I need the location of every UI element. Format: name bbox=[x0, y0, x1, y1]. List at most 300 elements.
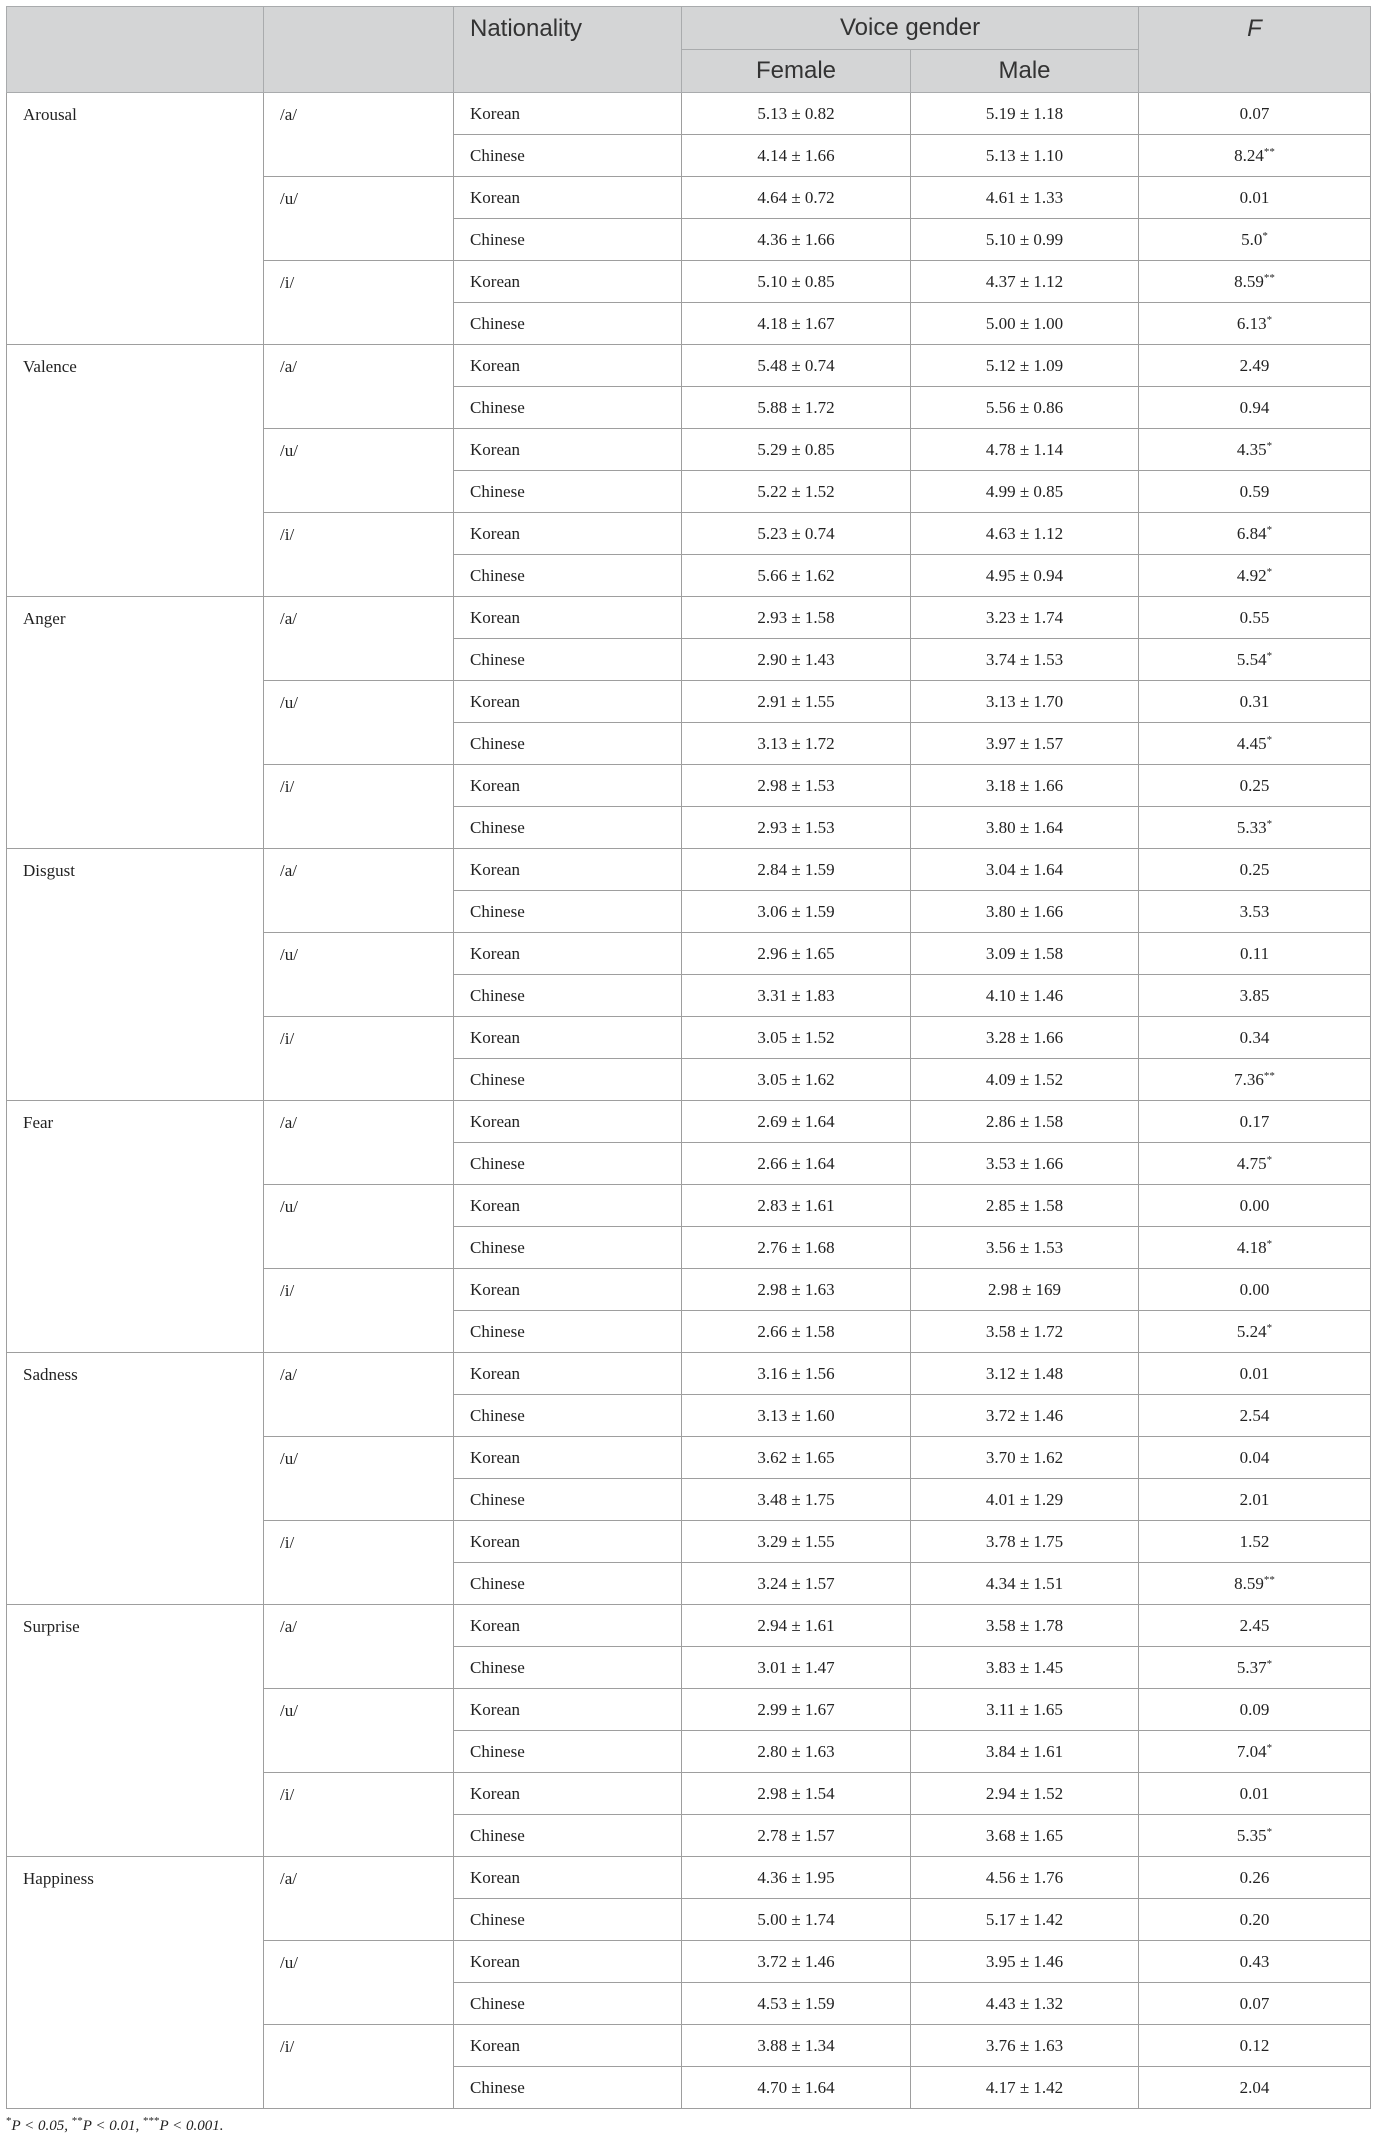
significance-mark: * bbox=[1266, 1741, 1273, 1754]
f-cell bbox=[1139, 597, 1371, 639]
f-cell bbox=[1139, 429, 1371, 471]
f-cell bbox=[1139, 1647, 1371, 1689]
significance-mark: * bbox=[1266, 1321, 1273, 1334]
nationality-cell: Korean bbox=[454, 933, 682, 975]
vowel-cell: /a/ bbox=[264, 93, 454, 177]
f-value: 0.94 bbox=[1239, 397, 1270, 417]
female-cell: 2.91 ± 1.55 bbox=[682, 681, 911, 723]
male-cell: 3.53 ± 1.66 bbox=[911, 1143, 1139, 1185]
table-row bbox=[7, 1605, 1371, 1647]
nationality-cell: Chinese bbox=[454, 1815, 682, 1857]
significance-mark: * bbox=[1262, 229, 1268, 242]
nationality-cell: Chinese bbox=[454, 1311, 682, 1353]
f-cell bbox=[1139, 891, 1371, 933]
nationality-cell: Korean bbox=[454, 1605, 682, 1647]
f-value: 0.20 bbox=[1239, 1909, 1270, 1929]
f-cell bbox=[1139, 681, 1371, 723]
male-cell: 3.13 ± 1.70 bbox=[911, 681, 1139, 723]
vowel-cell: /i/ bbox=[264, 2025, 454, 2109]
f-cell bbox=[1139, 387, 1371, 429]
f-cell bbox=[1139, 135, 1371, 177]
nationality-cell: Korean bbox=[454, 1353, 682, 1395]
significance-mark: * bbox=[1266, 439, 1273, 452]
significance-mark: ** bbox=[1263, 1573, 1275, 1586]
f-cell bbox=[1139, 639, 1371, 681]
f-value: 0.01 bbox=[1239, 1363, 1270, 1383]
header-male: Male bbox=[911, 50, 1139, 93]
emotion-cell: Arousal bbox=[7, 93, 264, 345]
f-cell bbox=[1139, 849, 1371, 891]
significance-mark: * bbox=[1266, 817, 1273, 830]
female-cell: 3.31 ± 1.83 bbox=[682, 975, 911, 1017]
female-cell: 4.36 ± 1.95 bbox=[682, 1857, 911, 1899]
table-row bbox=[7, 1101, 1371, 1143]
f-value: 0.55 bbox=[1239, 607, 1270, 627]
f-value: 5.35 bbox=[1236, 1825, 1267, 1845]
f-cell bbox=[1139, 1395, 1371, 1437]
male-cell: 4.63 ± 1.12 bbox=[911, 513, 1139, 555]
female-cell: 4.53 ± 1.59 bbox=[682, 1983, 911, 2025]
vowel-cell: /a/ bbox=[264, 849, 454, 933]
f-value: 4.18 bbox=[1236, 1237, 1267, 1257]
female-cell: 3.48 ± 1.75 bbox=[682, 1479, 911, 1521]
f-cell bbox=[1139, 1563, 1371, 1605]
f-cell bbox=[1139, 1269, 1371, 1311]
male-cell: 5.00 ± 1.00 bbox=[911, 303, 1139, 345]
results-table bbox=[6, 6, 1371, 2109]
female-cell: 2.66 ± 1.64 bbox=[682, 1143, 911, 1185]
male-cell: 3.74 ± 1.53 bbox=[911, 639, 1139, 681]
f-value: 0.17 bbox=[1239, 1111, 1270, 1131]
nationality-cell: Chinese bbox=[454, 1479, 682, 1521]
male-cell: 3.80 ± 1.66 bbox=[911, 891, 1139, 933]
f-value: 3.85 bbox=[1239, 985, 1270, 1005]
nationality-cell: Korean bbox=[454, 1017, 682, 1059]
male-cell: 3.97 ± 1.57 bbox=[911, 723, 1139, 765]
female-cell: 2.78 ± 1.57 bbox=[682, 1815, 911, 1857]
vowel-cell: /a/ bbox=[264, 1101, 454, 1185]
f-cell bbox=[1139, 765, 1371, 807]
f-value: 0.59 bbox=[1239, 481, 1270, 501]
f-value: 1.52 bbox=[1239, 1531, 1270, 1551]
f-value: 8.59 bbox=[1234, 271, 1264, 291]
vowel-cell: /u/ bbox=[264, 429, 454, 513]
vowel-cell: /a/ bbox=[264, 597, 454, 681]
emotion-cell: Happiness bbox=[7, 1857, 264, 2109]
female-cell: 4.64 ± 0.72 bbox=[682, 177, 911, 219]
male-cell: 4.95 ± 0.94 bbox=[911, 555, 1139, 597]
f-cell bbox=[1139, 1773, 1371, 1815]
vowel-cell: /a/ bbox=[264, 1605, 454, 1689]
female-cell: 3.05 ± 1.52 bbox=[682, 1017, 911, 1059]
male-cell: 5.17 ± 1.42 bbox=[911, 1899, 1139, 1941]
male-cell: 5.12 ± 1.09 bbox=[911, 345, 1139, 387]
significance-mark: * bbox=[1266, 1153, 1273, 1166]
female-cell: 2.99 ± 1.67 bbox=[682, 1689, 911, 1731]
f-cell bbox=[1139, 1101, 1371, 1143]
f-cell bbox=[1139, 1353, 1371, 1395]
male-cell: 3.83 ± 1.45 bbox=[911, 1647, 1139, 1689]
f-cell bbox=[1139, 1437, 1371, 1479]
f-value: 0.34 bbox=[1239, 1027, 1270, 1047]
female-cell: 5.00 ± 1.74 bbox=[682, 1899, 911, 1941]
female-cell: 2.84 ± 1.59 bbox=[682, 849, 911, 891]
female-cell: 5.48 ± 0.74 bbox=[682, 345, 911, 387]
header-voice-gender: Voice gender bbox=[682, 7, 1139, 50]
male-cell: 4.56 ± 1.76 bbox=[911, 1857, 1139, 1899]
nationality-cell: Korean bbox=[454, 1185, 682, 1227]
f-value: 5.33 bbox=[1236, 817, 1267, 837]
male-cell: 3.76 ± 1.63 bbox=[911, 2025, 1139, 2067]
female-cell: 2.94 ± 1.61 bbox=[682, 1605, 911, 1647]
f-cell bbox=[1139, 303, 1371, 345]
female-cell: 3.16 ± 1.56 bbox=[682, 1353, 911, 1395]
emotion-cell: Valence bbox=[7, 345, 264, 597]
nationality-cell: Chinese bbox=[454, 975, 682, 1017]
male-cell: 3.72 ± 1.46 bbox=[911, 1395, 1139, 1437]
header-f: F bbox=[1139, 7, 1371, 93]
f-cell bbox=[1139, 1815, 1371, 1857]
female-cell: 2.83 ± 1.61 bbox=[682, 1185, 911, 1227]
header-empty-2 bbox=[264, 7, 454, 93]
f-value: 0.01 bbox=[1239, 1783, 1270, 1803]
f-cell bbox=[1139, 471, 1371, 513]
female-cell: 5.10 ± 0.85 bbox=[682, 261, 911, 303]
female-cell: 4.14 ± 1.66 bbox=[682, 135, 911, 177]
male-cell: 4.78 ± 1.14 bbox=[911, 429, 1139, 471]
female-cell: 5.29 ± 0.85 bbox=[682, 429, 911, 471]
vowel-cell: /i/ bbox=[264, 1269, 454, 1353]
vowel-cell: /u/ bbox=[264, 1185, 454, 1269]
f-value: 4.75 bbox=[1236, 1153, 1267, 1173]
female-cell: 2.98 ± 1.54 bbox=[682, 1773, 911, 1815]
f-value: 0.01 bbox=[1239, 187, 1270, 207]
female-cell: 3.13 ± 1.72 bbox=[682, 723, 911, 765]
f-cell bbox=[1139, 513, 1371, 555]
female-cell: 2.66 ± 1.58 bbox=[682, 1311, 911, 1353]
vowel-cell: /u/ bbox=[264, 1437, 454, 1521]
f-value: 4.92 bbox=[1236, 565, 1267, 585]
significance-mark: * bbox=[1266, 649, 1273, 662]
female-cell: 2.98 ± 1.53 bbox=[682, 765, 911, 807]
vowel-cell: /i/ bbox=[264, 1521, 454, 1605]
header-female: Female bbox=[682, 50, 911, 93]
male-cell: 2.98 ± 169 bbox=[911, 1269, 1139, 1311]
f-value: 4.45 bbox=[1236, 733, 1267, 753]
f-value: 2.54 bbox=[1239, 1405, 1270, 1425]
f-value: 8.24 bbox=[1234, 145, 1264, 165]
f-value: 0.25 bbox=[1239, 775, 1270, 795]
male-cell: 5.19 ± 1.18 bbox=[911, 93, 1139, 135]
f-cell bbox=[1139, 261, 1371, 303]
nationality-cell: Chinese bbox=[454, 1059, 682, 1101]
male-cell: 3.56 ± 1.53 bbox=[911, 1227, 1139, 1269]
f-value: 6.13 bbox=[1236, 313, 1267, 333]
vowel-cell: /i/ bbox=[264, 513, 454, 597]
f-cell bbox=[1139, 1605, 1371, 1647]
nationality-cell: Korean bbox=[454, 681, 682, 723]
f-value: 0.43 bbox=[1239, 1951, 1270, 1971]
header-empty-1 bbox=[7, 7, 264, 93]
male-cell: 5.13 ± 1.10 bbox=[911, 135, 1139, 177]
f-value: 2.45 bbox=[1239, 1615, 1270, 1635]
male-cell: 3.04 ± 1.64 bbox=[911, 849, 1139, 891]
f-value: 5.24 bbox=[1236, 1321, 1267, 1341]
male-cell: 4.43 ± 1.32 bbox=[911, 1983, 1139, 2025]
f-cell bbox=[1139, 2067, 1371, 2109]
female-cell: 2.96 ± 1.65 bbox=[682, 933, 911, 975]
f-cell bbox=[1139, 1941, 1371, 1983]
vowel-cell: /u/ bbox=[264, 177, 454, 261]
f-value: 8.59 bbox=[1234, 1573, 1264, 1593]
emotion-cell: Fear bbox=[7, 1101, 264, 1353]
f-value: 0.09 bbox=[1239, 1699, 1270, 1719]
male-cell: 4.99 ± 0.85 bbox=[911, 471, 1139, 513]
nationality-cell: Chinese bbox=[454, 1983, 682, 2025]
f-value: 4.35 bbox=[1236, 439, 1267, 459]
male-cell: 2.94 ± 1.52 bbox=[911, 1773, 1139, 1815]
f-cell bbox=[1139, 807, 1371, 849]
significance-mark: * bbox=[1266, 733, 1273, 746]
f-value: 5.54 bbox=[1236, 649, 1267, 669]
table-row bbox=[7, 849, 1371, 891]
female-cell: 5.23 ± 0.74 bbox=[682, 513, 911, 555]
vowel-cell: /i/ bbox=[264, 1773, 454, 1857]
nationality-cell: Chinese bbox=[454, 1227, 682, 1269]
female-cell: 3.13 ± 1.60 bbox=[682, 1395, 911, 1437]
nationality-cell: Korean bbox=[454, 1437, 682, 1479]
significance-mark: ** bbox=[1263, 1069, 1275, 1082]
footnote: *P < 0.05, **P < 0.01, ***P < 0.001. bbox=[6, 2115, 224, 2134]
male-cell: 4.61 ± 1.33 bbox=[911, 177, 1139, 219]
table-row bbox=[7, 597, 1371, 639]
f-value: 2.49 bbox=[1239, 355, 1270, 375]
header-nationality: Nationality bbox=[454, 7, 682, 93]
emotion-cell: Sadness bbox=[7, 1353, 264, 1605]
f-cell bbox=[1139, 1521, 1371, 1563]
nationality-cell: Chinese bbox=[454, 555, 682, 597]
male-cell: 3.28 ± 1.66 bbox=[911, 1017, 1139, 1059]
table-row bbox=[7, 1857, 1371, 1899]
emotion-cell: Disgust bbox=[7, 849, 264, 1101]
nationality-cell: Chinese bbox=[454, 2067, 682, 2109]
female-cell: 3.01 ± 1.47 bbox=[682, 1647, 911, 1689]
f-cell bbox=[1139, 2025, 1371, 2067]
male-cell: 3.95 ± 1.46 bbox=[911, 1941, 1139, 1983]
male-cell: 4.37 ± 1.12 bbox=[911, 261, 1139, 303]
female-cell: 3.88 ± 1.34 bbox=[682, 2025, 911, 2067]
f-value: 7.04 bbox=[1236, 1741, 1267, 1761]
female-cell: 2.76 ± 1.68 bbox=[682, 1227, 911, 1269]
nationality-cell: Chinese bbox=[454, 891, 682, 933]
female-cell: 3.24 ± 1.57 bbox=[682, 1563, 911, 1605]
nationality-cell: Korean bbox=[454, 93, 682, 135]
nationality-cell: Chinese bbox=[454, 1899, 682, 1941]
nationality-cell: Korean bbox=[454, 513, 682, 555]
significance-mark: * bbox=[1266, 1657, 1273, 1670]
female-cell: 5.22 ± 1.52 bbox=[682, 471, 911, 513]
f-cell bbox=[1139, 1017, 1371, 1059]
f-value: 7.36 bbox=[1234, 1069, 1264, 1089]
nationality-cell: Korean bbox=[454, 597, 682, 639]
vowel-cell: /u/ bbox=[264, 933, 454, 1017]
nationality-cell: Chinese bbox=[454, 1395, 682, 1437]
f-cell bbox=[1139, 975, 1371, 1017]
f-cell bbox=[1139, 1689, 1371, 1731]
nationality-cell: Chinese bbox=[454, 135, 682, 177]
vowel-cell: /i/ bbox=[264, 765, 454, 849]
vowel-cell: /i/ bbox=[264, 261, 454, 345]
female-cell: 2.80 ± 1.63 bbox=[682, 1731, 911, 1773]
nationality-cell: Chinese bbox=[454, 1143, 682, 1185]
significance-mark: * bbox=[1266, 565, 1273, 578]
f-value: 0.25 bbox=[1239, 859, 1270, 879]
nationality-cell: Korean bbox=[454, 1521, 682, 1563]
f-value: 0.31 bbox=[1239, 691, 1270, 711]
f-cell bbox=[1139, 93, 1371, 135]
female-cell: 3.05 ± 1.62 bbox=[682, 1059, 911, 1101]
f-value: 2.01 bbox=[1239, 1489, 1270, 1509]
emotion-cell: Anger bbox=[7, 597, 264, 849]
male-cell: 3.70 ± 1.62 bbox=[911, 1437, 1139, 1479]
female-cell: 3.29 ± 1.55 bbox=[682, 1521, 911, 1563]
f-value: 0.04 bbox=[1239, 1447, 1270, 1467]
nationality-cell: Korean bbox=[454, 1269, 682, 1311]
f-cell bbox=[1139, 1059, 1371, 1101]
female-cell: 2.93 ± 1.58 bbox=[682, 597, 911, 639]
nationality-cell: Chinese bbox=[454, 1647, 682, 1689]
nationality-cell: Korean bbox=[454, 261, 682, 303]
f-cell bbox=[1139, 345, 1371, 387]
male-cell: 3.09 ± 1.58 bbox=[911, 933, 1139, 975]
male-cell: 4.17 ± 1.42 bbox=[911, 2067, 1139, 2109]
f-value: 0.07 bbox=[1239, 103, 1270, 123]
vowel-cell: /a/ bbox=[264, 1353, 454, 1437]
nationality-cell: Korean bbox=[454, 1773, 682, 1815]
table-header bbox=[7, 7, 1371, 93]
male-cell: 3.11 ± 1.65 bbox=[911, 1689, 1139, 1731]
female-cell: 2.98 ± 1.63 bbox=[682, 1269, 911, 1311]
nationality-cell: Chinese bbox=[454, 639, 682, 681]
f-cell bbox=[1139, 1857, 1371, 1899]
female-cell: 5.13 ± 0.82 bbox=[682, 93, 911, 135]
female-cell: 4.36 ± 1.66 bbox=[682, 219, 911, 261]
female-cell: 5.88 ± 1.72 bbox=[682, 387, 911, 429]
female-cell: 4.18 ± 1.67 bbox=[682, 303, 911, 345]
f-cell bbox=[1139, 555, 1371, 597]
table-row bbox=[7, 1353, 1371, 1395]
male-cell: 3.68 ± 1.65 bbox=[911, 1815, 1139, 1857]
nationality-cell: Korean bbox=[454, 1941, 682, 1983]
nationality-cell: Korean bbox=[454, 2025, 682, 2067]
f-value: 0.12 bbox=[1239, 2035, 1270, 2055]
nationality-cell: Korean bbox=[454, 429, 682, 471]
f-cell bbox=[1139, 1479, 1371, 1521]
f-value: 0.07 bbox=[1239, 1993, 1270, 2013]
vowel-cell: /a/ bbox=[264, 345, 454, 429]
significance-mark: ** bbox=[1263, 271, 1275, 284]
female-cell: 2.69 ± 1.64 bbox=[682, 1101, 911, 1143]
vowel-cell: /u/ bbox=[264, 1689, 454, 1773]
significance-mark: ** bbox=[1263, 145, 1275, 158]
female-cell: 3.72 ± 1.46 bbox=[682, 1941, 911, 1983]
male-cell: 5.56 ± 0.86 bbox=[911, 387, 1139, 429]
female-cell: 5.66 ± 1.62 bbox=[682, 555, 911, 597]
f-value: 0.26 bbox=[1239, 1867, 1270, 1887]
male-cell: 3.78 ± 1.75 bbox=[911, 1521, 1139, 1563]
nationality-cell: Korean bbox=[454, 849, 682, 891]
female-cell: 4.70 ± 1.64 bbox=[682, 2067, 911, 2109]
significance-mark: * bbox=[1266, 1825, 1273, 1838]
table-row bbox=[7, 345, 1371, 387]
f-value: 6.84 bbox=[1236, 523, 1267, 543]
male-cell: 4.09 ± 1.52 bbox=[911, 1059, 1139, 1101]
f-value: 5.0 bbox=[1241, 229, 1263, 249]
nationality-cell: Korean bbox=[454, 1857, 682, 1899]
f-cell bbox=[1139, 723, 1371, 765]
male-cell: 4.10 ± 1.46 bbox=[911, 975, 1139, 1017]
f-cell bbox=[1139, 1899, 1371, 1941]
f-cell bbox=[1139, 1983, 1371, 2025]
emotion-cell: Surprise bbox=[7, 1605, 264, 1857]
significance-mark: * bbox=[1266, 523, 1273, 536]
nationality-cell: Korean bbox=[454, 1689, 682, 1731]
nationality-cell: Chinese bbox=[454, 303, 682, 345]
table-body bbox=[7, 93, 1371, 2109]
nationality-cell: Chinese bbox=[454, 471, 682, 513]
nationality-cell: Chinese bbox=[454, 723, 682, 765]
male-cell: 3.18 ± 1.66 bbox=[911, 765, 1139, 807]
significance-mark: * bbox=[1266, 1237, 1273, 1250]
nationality-cell: Chinese bbox=[454, 1563, 682, 1605]
male-cell: 4.01 ± 1.29 bbox=[911, 1479, 1139, 1521]
f-value: 5.37 bbox=[1236, 1657, 1267, 1677]
f-cell bbox=[1139, 1227, 1371, 1269]
f-value: 0.00 bbox=[1239, 1195, 1270, 1215]
female-cell: 2.90 ± 1.43 bbox=[682, 639, 911, 681]
vowel-cell: /a/ bbox=[264, 1857, 454, 1941]
vowel-cell: /u/ bbox=[264, 1941, 454, 2025]
f-cell bbox=[1139, 1731, 1371, 1773]
f-value: 3.53 bbox=[1239, 901, 1270, 921]
nationality-cell: Korean bbox=[454, 765, 682, 807]
table-row bbox=[7, 93, 1371, 135]
nationality-cell: Korean bbox=[454, 1101, 682, 1143]
f-cell bbox=[1139, 177, 1371, 219]
female-cell: 3.06 ± 1.59 bbox=[682, 891, 911, 933]
f-cell bbox=[1139, 1311, 1371, 1353]
nationality-cell: Chinese bbox=[454, 807, 682, 849]
vowel-cell: /u/ bbox=[264, 681, 454, 765]
f-cell bbox=[1139, 1185, 1371, 1227]
f-cell bbox=[1139, 933, 1371, 975]
male-cell: 3.80 ± 1.64 bbox=[911, 807, 1139, 849]
male-cell: 2.85 ± 1.58 bbox=[911, 1185, 1139, 1227]
female-cell: 2.93 ± 1.53 bbox=[682, 807, 911, 849]
male-cell: 3.58 ± 1.72 bbox=[911, 1311, 1139, 1353]
nationality-cell: Korean bbox=[454, 177, 682, 219]
f-value: 0.00 bbox=[1239, 1279, 1270, 1299]
nationality-cell: Chinese bbox=[454, 219, 682, 261]
male-cell: 4.34 ± 1.51 bbox=[911, 1563, 1139, 1605]
vowel-cell: /i/ bbox=[264, 1017, 454, 1101]
male-cell: 3.23 ± 1.74 bbox=[911, 597, 1139, 639]
f-cell bbox=[1139, 219, 1371, 261]
male-cell: 3.58 ± 1.78 bbox=[911, 1605, 1139, 1647]
nationality-cell: Korean bbox=[454, 345, 682, 387]
significance-mark: * bbox=[1266, 313, 1273, 326]
nationality-cell: Chinese bbox=[454, 387, 682, 429]
